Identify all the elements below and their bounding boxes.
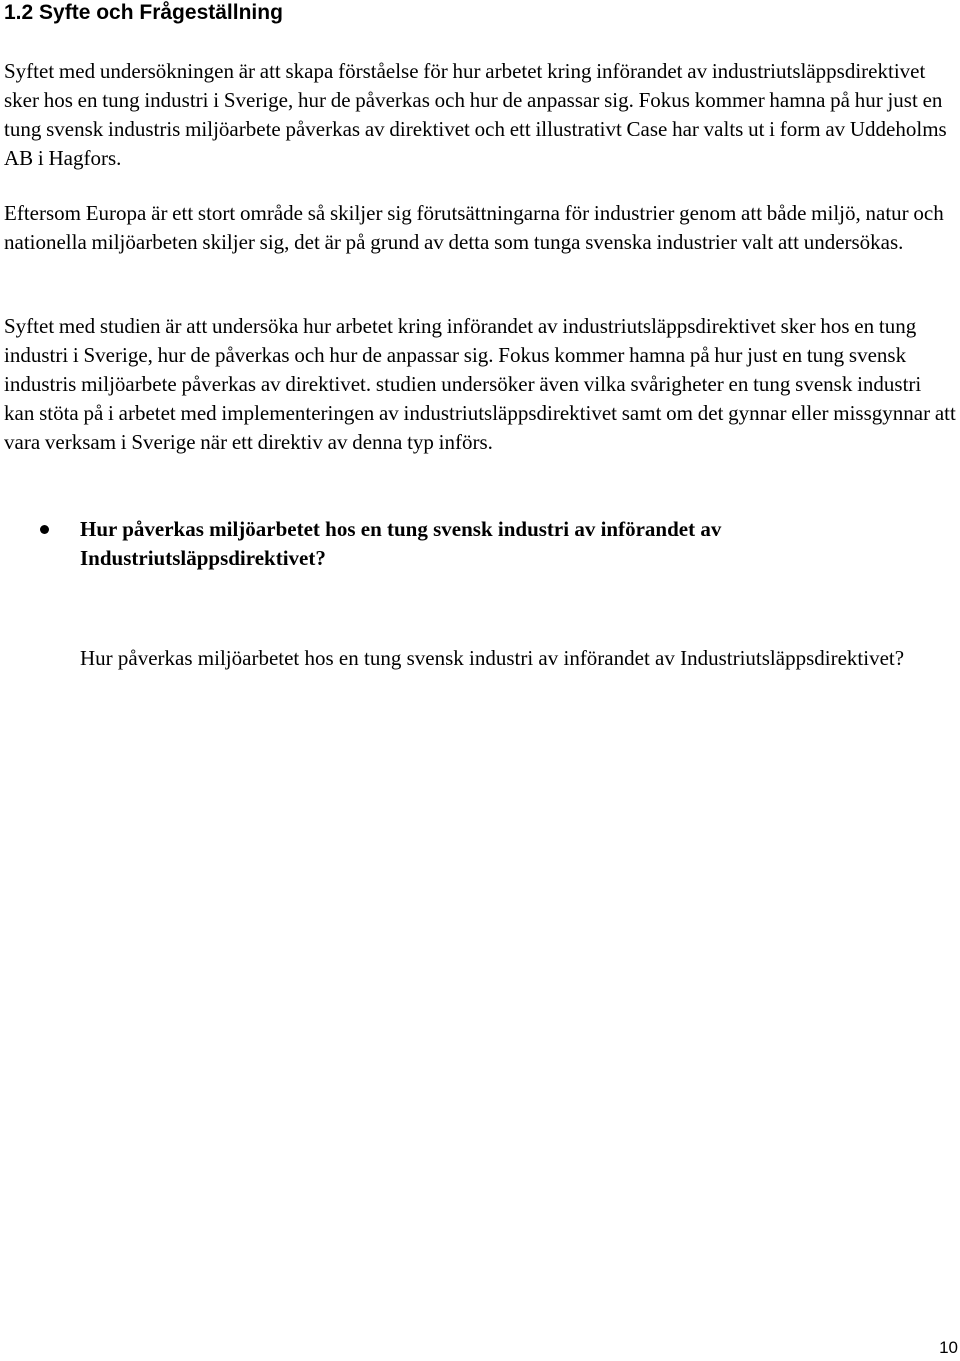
paragraph-study-aim: Syftet med studien är att undersöka hur arbetet kring införandet av industriutsläppsdirektivet sker hos en tung industri i Sverige, hur de påverkas och hur de anpassar sig. Fokus kommer hamna på hur just en tung svensk industris miljöarbete påverkas av direktivet. studien undersöker även vilka svårigheter en tung svensk industri kan stöta på i arbetet med implementeringen av industriutsläppsdirektivet samt om det gynnar eller missgynnar att vara verksam i Sverige när ett direktiv av denna typ införs. [4, 314, 956, 454]
research-question-bold: Hur påverkas miljöarbetet hos en tung svensk industri av införandet av Industriutsläppsdirektivet? [80, 517, 722, 570]
bullet-dot-icon [40, 525, 49, 534]
research-question-plain: Hur påverkas miljöarbetet hos en tung svensk industri av införandet av Industriutsläppsdirektivet? [80, 646, 905, 670]
paragraph-purpose: Syftet med undersökningen är att skapa förståelse för hur arbetet kring införandet av industriutsläppsdirektivet sker hos en tung industri i Sverige, hur de påverkas och hur de anpassar sig. Fokus kommer hamna på hur just en tung svensk industris miljöarbete påverkas av direktivet och ett illustrativt Case har valts ut i form av Uddeholms AB i Hagfors. [4, 59, 947, 170]
page-number: 10 [939, 1338, 958, 1357]
paragraph-europe: Eftersom Europa är ett stort område så skiljer sig förutsättningarna för industrier genom att både miljö, natur och nationella miljöarbeten skiljer sig, det är på grund av detta som tunga svenska industrier valt att undersökas. [4, 201, 944, 254]
section-heading: 1.2 Syfte och Frågeställning [4, 1, 283, 24]
